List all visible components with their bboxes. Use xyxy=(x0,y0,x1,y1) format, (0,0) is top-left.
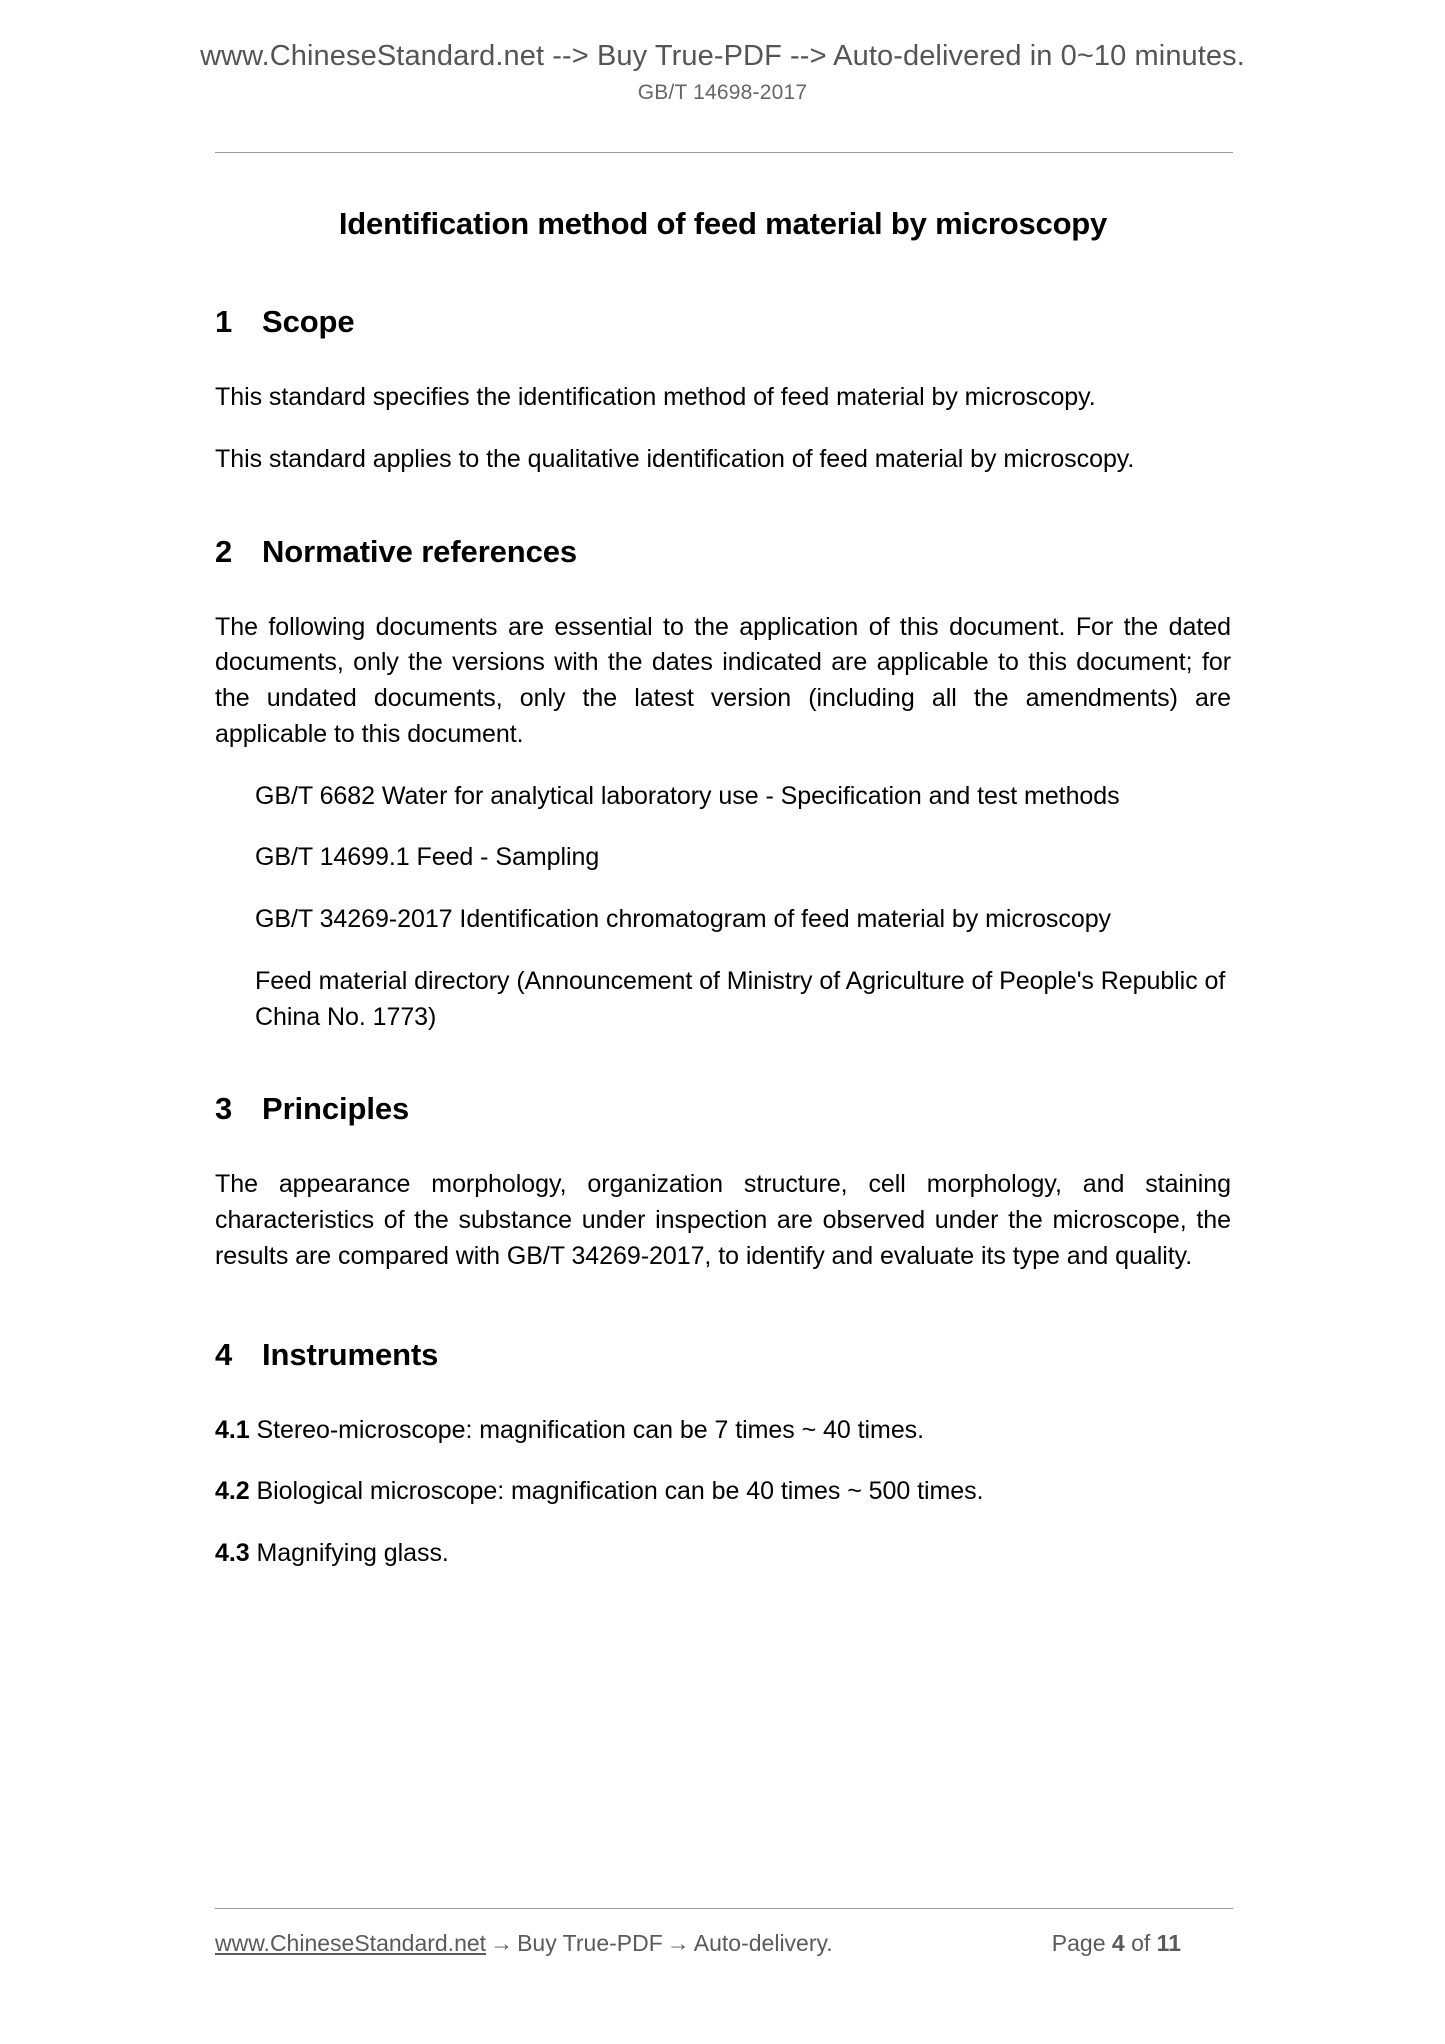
section-number: 4 xyxy=(215,1336,233,1372)
scope-paragraph-1: This standard specifies the identification method of feed material by microscopy. xyxy=(215,383,1096,411)
section-number: 1 xyxy=(215,304,233,339)
spacer xyxy=(215,416,1231,442)
spacer xyxy=(215,753,1231,779)
arrow-right-icon: → xyxy=(490,1930,514,1956)
spacer xyxy=(215,340,1231,380)
section-heading-scope xyxy=(215,304,1231,340)
page-number-indicator xyxy=(1052,1930,1233,1957)
page-header xyxy=(0,38,1445,105)
spacer xyxy=(215,1373,1231,1413)
spacer xyxy=(215,478,1231,534)
document-content xyxy=(215,196,1231,1572)
page-footer xyxy=(215,1930,1233,1957)
spacer xyxy=(215,876,1231,902)
reference-item: GB/T 14699.1 Feed - Sampling xyxy=(255,843,600,872)
page-of-label: of xyxy=(1131,1930,1151,1956)
clause-4-2 xyxy=(215,1474,1231,1510)
spacer xyxy=(215,1448,1231,1474)
reference-item: GB/T 34269-2017 Identification chromatogram of feed material by microscopy xyxy=(255,905,1111,933)
page-total: 11 xyxy=(1156,1930,1181,1956)
page-label: Page xyxy=(1051,1930,1106,1956)
section-heading-normative-references xyxy=(215,534,1231,570)
clause-4-1 xyxy=(215,1413,1231,1449)
section-title: Principles xyxy=(262,1091,410,1127)
clause-text: Magnifying glass. xyxy=(256,1539,449,1567)
scope-paragraph-2: This standard applies to the qualitative identification of feed material by microscopy. xyxy=(215,444,1135,473)
footer-promo xyxy=(215,1930,833,1957)
header-standard-number: GB/T 14698-2017 xyxy=(637,81,808,105)
spacer xyxy=(215,1275,1231,1337)
section-title: Instruments xyxy=(262,1336,439,1372)
section-title: Scope xyxy=(262,304,355,339)
page-current: 4 xyxy=(1111,1930,1125,1956)
section-heading-instruments xyxy=(215,1337,1231,1373)
document-title: Identification method of feed material by microscopy xyxy=(338,206,1108,241)
spacer xyxy=(215,1035,1231,1091)
arrow-right-icon: → xyxy=(666,1930,690,1956)
clause-text: Biological microscope: magnification can be 40 times ~ 500 times. xyxy=(256,1477,984,1506)
principles-paragraph-1: The appearance morphology, organization structure, cell morphology, and staining characteristics of the substance under inspection are observed under the microscope, the results are compared with GB/T 34269-2017, to identify and evaluate its type and quality. xyxy=(215,1170,1231,1270)
spacer xyxy=(215,814,1231,840)
section-number: 2 xyxy=(215,533,233,569)
section-heading-principles xyxy=(215,1091,1231,1127)
header-promo-text: www.ChineseStandard.net --> Buy True-PDF --> Auto-delivered in 0~10 minutes. xyxy=(200,40,1245,72)
footer-website-link[interactable]: www.ChineseStandard.net xyxy=(215,1930,487,1956)
clause-number: 4.2 xyxy=(215,1477,250,1506)
clause-number: 4.1 xyxy=(215,1415,250,1444)
section-title: Normative references xyxy=(262,533,578,569)
footer-divider-rule xyxy=(215,1908,1233,1909)
normative-references-intro: The following documents are essential to the application of this document. For the dated documents, only the versions with the dates indicated are applicable to this document; for the undated documents, only the latest version (including all the amendments) are applicable to this document. xyxy=(215,612,1231,748)
footer-end-text: Auto-delivery. xyxy=(693,1930,833,1956)
section-number: 3 xyxy=(215,1091,233,1127)
footer-mid-text: Buy True-PDF xyxy=(517,1930,663,1956)
reference-item: Feed material directory (Announcement of Ministry of Agriculture of People's Republic of China No. 1773) xyxy=(255,966,1226,1031)
clause-number: 4.3 xyxy=(215,1539,250,1567)
clause-4-3 xyxy=(215,1536,1231,1572)
spacer xyxy=(215,1127,1231,1167)
spacer xyxy=(215,570,1231,610)
clause-text: Stereo-microscope: magnification can be 7 times ~ 40 times. xyxy=(256,1415,925,1444)
spacer xyxy=(215,242,1231,304)
header-divider-rule xyxy=(215,152,1233,153)
reference-item: GB/T 6682 Water for analytical laboratory use - Specification and test methods xyxy=(255,781,1120,810)
spacer xyxy=(215,1510,1231,1536)
spacer xyxy=(215,938,1231,964)
